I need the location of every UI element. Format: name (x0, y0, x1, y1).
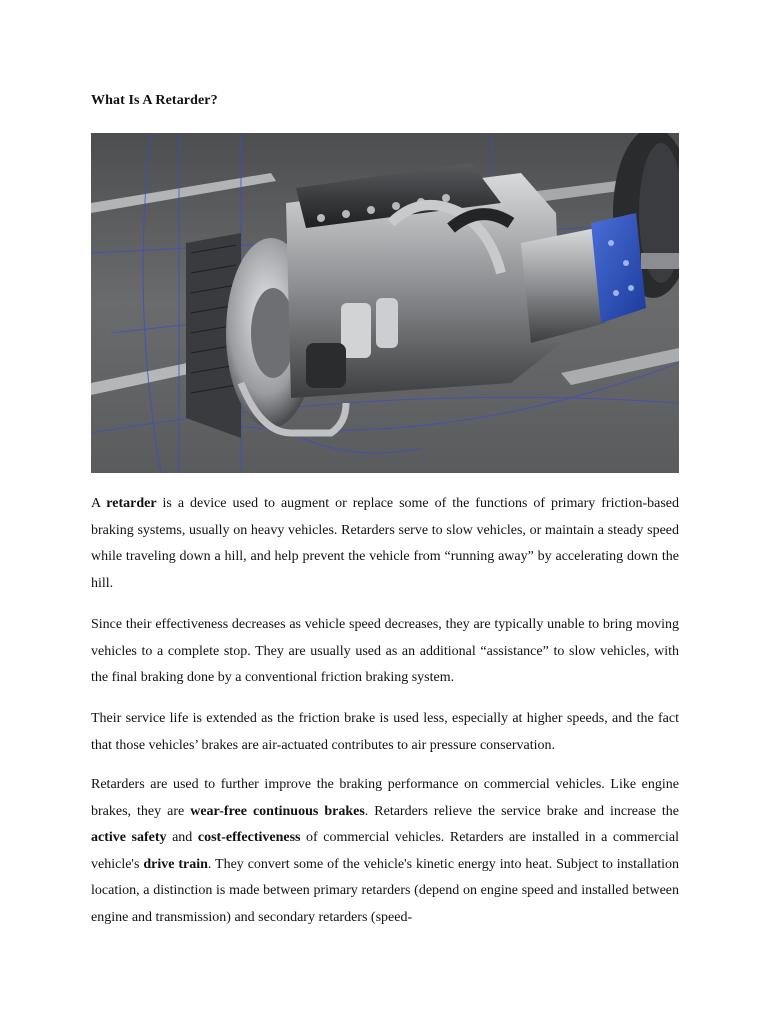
page-title: What Is A Retarder? (91, 93, 218, 108)
paragraph-1-text: A (91, 496, 107, 511)
term-drive-train: drive train (143, 856, 208, 872)
term-cost-effectiveness: cost-effectiveness (197, 830, 301, 845)
paragraph-4-text: . Retarders relieve the service brake and increase the (364, 803, 680, 819)
paragraph-3 (91, 706, 679, 759)
paragraph-4-text: and (166, 830, 198, 845)
paragraph-4-text: of commercial vehicles. Retarders are installed in a commercial vehicle's (91, 830, 680, 872)
paragraph-2-text: Since their effectiveness decreases as vehicle speed decreases, they are typically unable to bring moving vehicles to a complete stop. They are usually used as an additional “assistance” to slow vehicles, with the final braking done by a conventional friction braking system. (91, 617, 679, 685)
term-retarder: retarder (106, 496, 157, 511)
engine-retarder-image (91, 133, 679, 473)
engine-illustration (91, 133, 679, 473)
term-active-safety: active safety (91, 830, 167, 845)
paragraph-1-text: is a device used to augment or replace some of the functions of primary friction-based braking systems, usually on heavy vehicles. Retarders serve to slow vehicles, or maintain a steady speed while traveling down a hill, and help prevent the vehicle from “running away” by accelerating down the hill. (91, 496, 679, 591)
paragraph-4 (91, 772, 679, 931)
paragraph-1 (91, 491, 679, 597)
paragraph-3-text: Their service life is extended as the friction brake is used less, especially at higher speeds, and the fact that those vehicles’ brakes are air-actuated contributes to air pressure conservation. (91, 711, 679, 753)
paragraph-4-text: . They convert some of the vehicle's kinetic energy into heat. Subject to installation location, a distinction is made between primary retarders (depend on engine speed and installed between engine and transmission) and secondary retarders (speed- (91, 856, 680, 925)
term-wear-free-continuous-brakes: wear-free continuous brakes (190, 803, 365, 819)
paragraph-4-text: Retarders are used to further improve the braking performance on commercial vehicles. Like engine brakes, they are (91, 777, 679, 819)
paragraph-2 (91, 612, 679, 692)
